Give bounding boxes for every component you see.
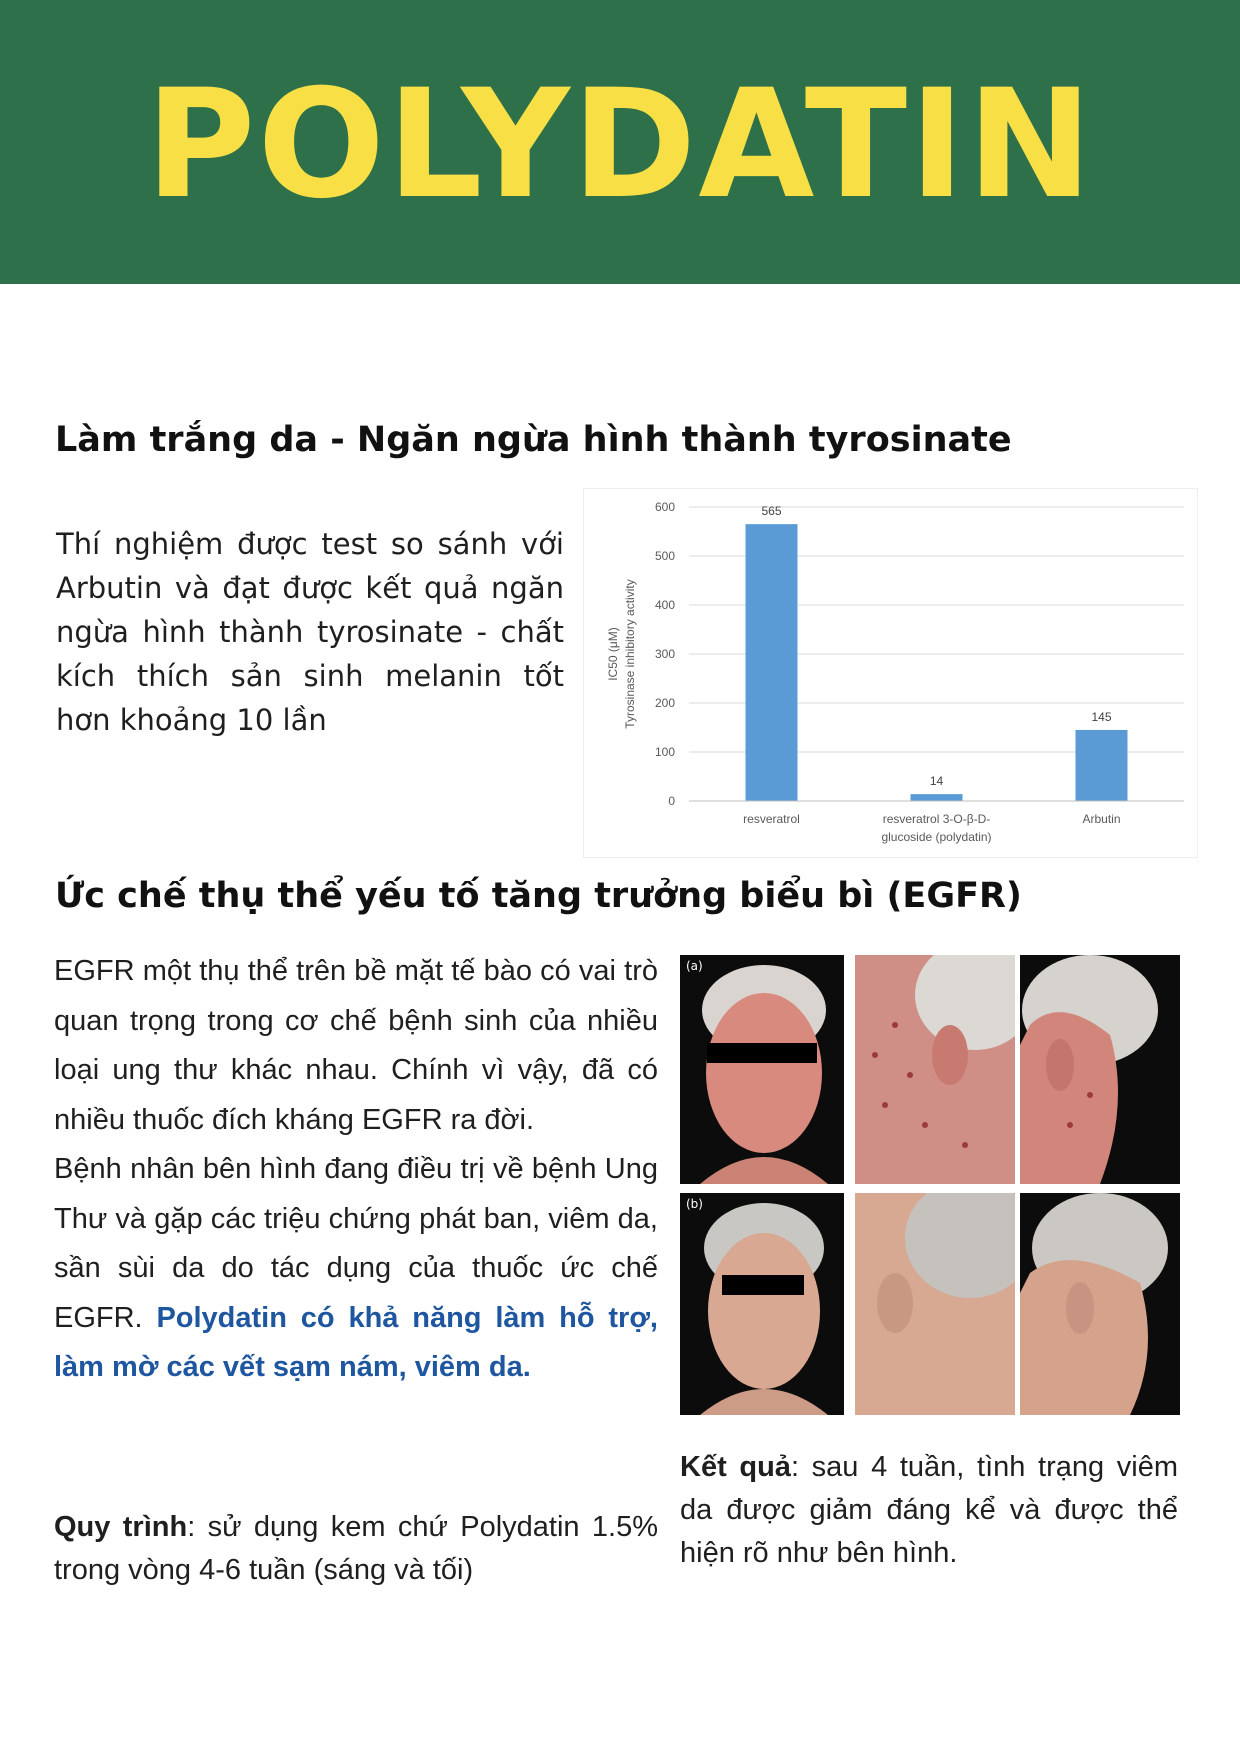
data-label-2: 145 <box>1091 709 1112 724</box>
result-label: Kết quả <box>680 1451 791 1483</box>
photo-b-front <box>680 1193 844 1415</box>
result-text: : sau 4 tuần, tình trạng viêm da được giảm đáng kể và được thể hiện rõ như bên hình. <box>680 1451 1179 1569</box>
patient-photos <box>680 955 1180 1415</box>
egfr-paragraph-2 <box>54 1145 658 1393</box>
header-band <box>0 0 1240 284</box>
section-body-egfr <box>54 947 658 1393</box>
y-tick-label-4: 400 <box>654 598 675 612</box>
panel-label-a: (a) <box>686 959 703 973</box>
section-title-egfr: Ức chế thụ thể yếu tố tăng trưởng biểu bì (EGFR) <box>55 876 1022 916</box>
photo-a-side-2 <box>1020 955 1180 1184</box>
bar-chart-svg <box>584 489 1197 857</box>
y-axis-label-0: Tyrosinase inhibitory activity <box>623 579 637 729</box>
section-body-whitening: Thí nghiệm được test so sánh với Arbutin và đạt được kết quả ngăn ngừa hình thành tyrosinate - chất kích thích sản sinh melanin tốt hơn khoảng 10 lần <box>56 527 564 737</box>
bar-0 <box>746 524 798 801</box>
y-tick-label-2: 200 <box>654 696 675 710</box>
category-label-2-0: Arbutin <box>1082 812 1121 826</box>
polydatin-highlight: Polydatin có khả năng làm hỗ trợ, làm mờ các vết sạm nám, viêm da. <box>54 1301 658 1383</box>
panel-label-b: (b) <box>686 1197 703 1211</box>
category-label-1-0: resveratrol 3-O-β-D- <box>882 812 991 826</box>
process-label: Quy trình <box>54 1511 188 1543</box>
data-label-1: 14 <box>929 774 944 789</box>
y-tick-label-6: 600 <box>654 500 675 514</box>
photo-a-front <box>680 955 844 1184</box>
category-label-0-0: resveratrol <box>743 812 800 826</box>
y-tick-label-0: 0 <box>668 794 675 808</box>
page-title: POLYDATIN <box>145 58 1095 232</box>
photo-a-side-1 <box>855 955 1015 1184</box>
y-tick-label-3: 300 <box>654 647 675 661</box>
bar-2 <box>1076 730 1128 801</box>
process-text: : sử dụng kem chứ Polydatin 1.5% trong vòng 4-6 tuần (sáng và tối) <box>54 1511 658 1586</box>
category-label-1-1: glucoside (polydatin) <box>881 830 992 844</box>
tyrosinase-chart <box>583 488 1198 858</box>
y-tick-label-1: 100 <box>654 745 675 759</box>
y-tick-label-5: 500 <box>654 549 675 563</box>
bar-1 <box>911 794 963 801</box>
egfr-paragraph-2-text: Bệnh nhân bên hình đang điều trị về bệnh Ung Thư và gặp các triệu chứng phát ban, viêm da, sần sùi da do tác dụng của thuốc ức chế EGFR. <box>54 1153 658 1334</box>
photo-b-side-1 <box>855 1193 1015 1415</box>
result-note <box>680 1446 1178 1575</box>
process-note <box>54 1506 658 1592</box>
data-label-0: 565 <box>761 504 782 519</box>
section-title-whitening: Làm trắng da - Ngăn ngừa hình thành tyrosinate <box>55 420 1012 460</box>
egfr-paragraph-1: EGFR một thụ thể trên bề mặt tế bào có vai trò quan trọng trong cơ chế bệnh sinh của nhiều loại ung thư khác nhau. Chính vì vậy, đã có nhiều thuốc đích kháng EGFR ra đời. <box>54 955 658 1136</box>
y-axis-label-1: IC50 (μM) <box>606 627 620 681</box>
photo-b-side-2 <box>1020 1193 1180 1415</box>
